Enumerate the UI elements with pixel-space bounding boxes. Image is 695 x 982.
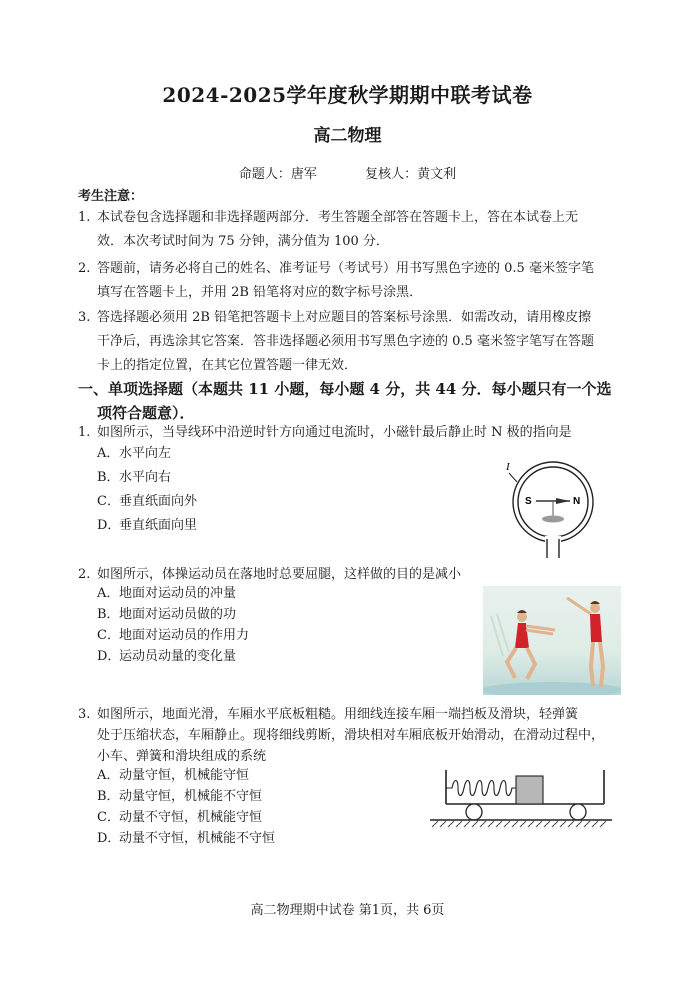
option-text: 地面对运动员的冲量 (119, 586, 237, 601)
question-stem: 如图所示，当导线环中沿逆时针方向通过电流时，小磁针最后静止时 N 极的指向是 (97, 425, 572, 440)
exam-title: 2024-2025学年度秋学期期中联考试卷 (162, 83, 533, 107)
motion-streak (497, 614, 509, 652)
option-letter: B． (97, 470, 120, 485)
option-text: 水平向左 (119, 446, 172, 461)
gymnast-hair (517, 610, 527, 613)
wheel-right (570, 804, 586, 820)
option-a (97, 443, 171, 465)
option-d (97, 646, 236, 668)
option-text: 动量不守恒，机械能守恒 (119, 810, 263, 825)
north-label: N (573, 496, 581, 507)
gymnast-head (517, 612, 527, 622)
option-letter: C． (97, 628, 120, 643)
subject-title: 高二物理 (313, 126, 382, 146)
gymnast-arm (567, 598, 591, 614)
option-letter: A． (97, 586, 120, 601)
question-stem: 如图所示，地面光滑，车厢水平底板粗糙。用细线连接车厢一端挡板及滑块，轻弹簧 (97, 707, 579, 722)
notice-item-number: 1. (78, 210, 91, 225)
notice-item-number: 3. (78, 310, 91, 325)
option-d (97, 828, 275, 850)
option-letter: D． (97, 649, 121, 664)
question-number: 1. (78, 425, 91, 440)
option-letter: A． (97, 446, 120, 461)
question-number: 3. (78, 707, 91, 722)
south-label: S (525, 496, 532, 507)
current-arrow (509, 473, 517, 482)
gymnast-leg (527, 648, 535, 679)
option-b (97, 604, 236, 626)
motion-streak (491, 616, 503, 656)
wire-loop-figure (500, 456, 610, 561)
gymnast-head (590, 603, 600, 613)
gymnast-hair (590, 601, 600, 604)
option-text: 垂直纸面向里 (119, 518, 198, 533)
wheel-left (466, 804, 482, 820)
option-letter: C． (97, 810, 120, 825)
question-number: 2. (78, 567, 91, 582)
cart-spring-figure (428, 766, 614, 828)
section-heading-line: 项符合题意）． (97, 404, 195, 422)
reviewer: 复核人：黄文利 (365, 167, 457, 182)
option-text: 运动员动量的变化量 (119, 649, 237, 664)
option-text: 地面对运动员做的功 (119, 607, 237, 622)
option-letter: D． (97, 518, 121, 533)
gymnast-leg (507, 648, 516, 678)
option-text: 水平向右 (119, 470, 172, 485)
option-c (97, 807, 262, 829)
option-letter: B． (97, 789, 120, 804)
ground-hatching (432, 821, 606, 827)
question-stem: 如图所示，体操运动员在落地时总要屈腿，这样做的目的是减小 (97, 567, 462, 582)
option-text: 地面对运动员的作用力 (119, 628, 250, 643)
setter: 命题人：唐军 (238, 167, 317, 182)
current-label: I (506, 461, 510, 473)
question-stem: 处于压缩状态，车厢静止。现将细线剪断，滑块相对车厢底板开始滑动，在滑动过程中， (97, 728, 605, 743)
authors-line (0, 163, 695, 182)
option-text: 动量守恒，机械能守恒 (119, 768, 250, 783)
option-letter: C． (97, 494, 120, 509)
option-text: 垂直纸面向外 (119, 494, 198, 509)
option-text: 动量守恒，机械能不守恒 (119, 789, 263, 804)
question-stem: 小车、弹簧和滑块组成的系统 (97, 749, 267, 764)
option-text: 动量不守恒，机械能不守恒 (119, 831, 276, 846)
notice-item-number: 2. (78, 261, 91, 276)
section-heading (78, 377, 623, 425)
notice-item-text: 答题前，请务必将自己的姓名、准考证号（考试号）用书写黑色字迹的 0.5 毫米签字笔 (97, 261, 594, 276)
notice-item-text: 答选择题必须用 2B 铅笔把答题卡上对应题目的答案标号涂黑．如需改动，请用橡皮擦 (97, 310, 592, 325)
gymnast-leotard (590, 614, 602, 642)
option-d (97, 515, 197, 537)
option-letter: D． (97, 831, 121, 846)
notice-item-text: 填写在答题卡上，并用 2B 铅笔将对应的数字标号涂黑． (97, 285, 423, 300)
gymnasts-photo (483, 586, 621, 695)
option-a (97, 765, 249, 787)
notice-item-text: 效．本次考试时间为 75 分钟，满分值为 100 分． (97, 234, 389, 249)
option-a (97, 583, 236, 605)
section-heading-line: 一、单项选择题（本题共 11 小题，每小题 4 分，共 44 分．每小题只有一个选 (78, 380, 612, 398)
spring (446, 781, 516, 796)
option-c (97, 625, 249, 647)
option-letter: A． (97, 768, 120, 783)
option-b (97, 786, 262, 808)
gymnast-leg (600, 642, 603, 687)
needle-tip (556, 498, 570, 504)
option-letter: B． (97, 607, 120, 622)
page-footer: 高二物理期中试卷 第1页，共 6页 (250, 903, 445, 918)
slider-block (516, 776, 543, 804)
compass-base (542, 516, 564, 523)
option-b (97, 467, 171, 489)
notice-item-text: 本试卷包含选择题和非选择题两部分．考生答题全部答在答题卡上，答在本试卷上无 (97, 210, 579, 225)
notice-item-text: 卡上的指定位置，在其它位置答题一律无效． (97, 358, 358, 373)
option-c (97, 491, 197, 513)
notice-heading: 考生注意： (78, 189, 144, 204)
notice-item-text: 干净后，再选涂其它答案．答非选择题必须用书写黑色字迹的 0.5 毫米签字笔写在答题 (97, 334, 594, 349)
gymnast-leg (591, 642, 593, 686)
gymnasts-illustration (483, 586, 621, 695)
